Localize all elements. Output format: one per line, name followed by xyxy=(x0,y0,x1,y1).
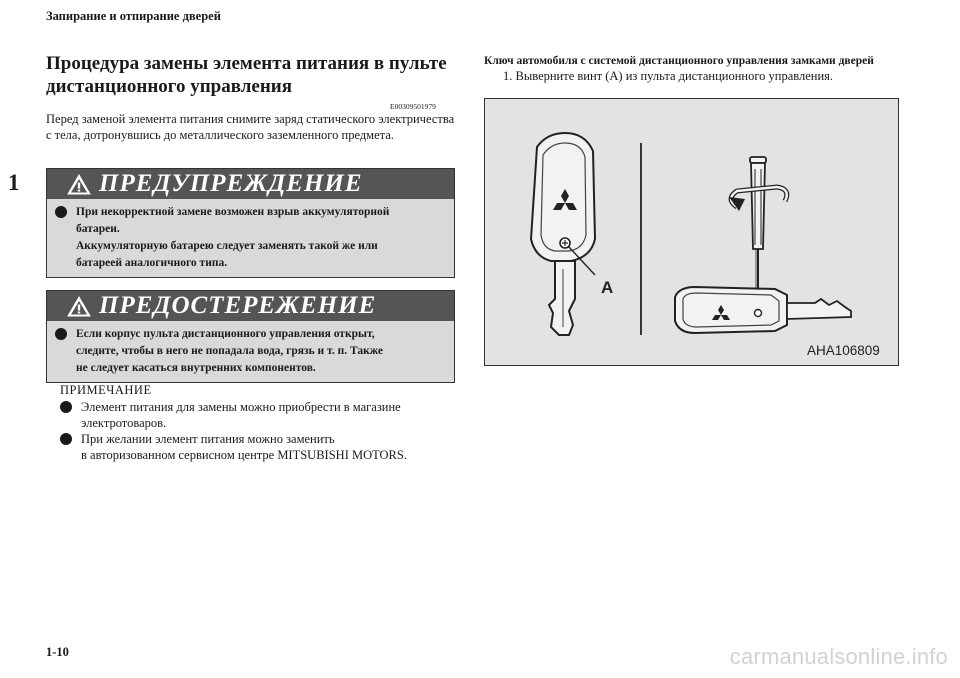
caution-line: следите, чтобы в него не попадала вода, грязь и т. п. Также xyxy=(76,345,384,357)
intro-paragraph: Перед заменой элемента питания снимите заряд статического электричества с тела, дотронувшись до металлического заземленного предмета. xyxy=(46,112,455,142)
key-fob-icon xyxy=(531,133,595,335)
warning-line: Аккумуляторную батарею следует заменять такой же или xyxy=(76,240,378,252)
watermark: carmanualsonline.info xyxy=(729,644,948,669)
caution-triangle-icon xyxy=(67,296,91,317)
bullet-icon xyxy=(60,433,72,445)
bullet-icon xyxy=(55,328,67,340)
note-title: ПРИМЕЧАНИЕ xyxy=(60,383,152,397)
chapter-marker: 1 xyxy=(8,170,20,195)
warning-line: батареей аналогичного типа. xyxy=(76,257,228,269)
warning-item xyxy=(55,204,446,272)
warning-title: ПРЕДУПРЕЖДЕНИЕ xyxy=(99,170,363,197)
note-list xyxy=(60,399,460,463)
caution-box xyxy=(46,290,455,383)
caution-body xyxy=(47,321,454,382)
key-heading: Ключ автомобиля с системой дистанционного управления замками дверей xyxy=(484,55,874,67)
warning-box xyxy=(46,168,455,278)
key-fob-side-icon xyxy=(675,287,851,333)
warning-line: батареи. xyxy=(76,223,120,235)
note-line: в авторизованном сервисном центре MITSUBISHI MOTORS. xyxy=(81,448,407,462)
note-item xyxy=(60,399,460,431)
illustration xyxy=(484,98,899,366)
bullet-icon xyxy=(60,401,72,413)
key-illustration xyxy=(485,99,897,364)
caution-line: не следует касаться внутренних компонентов. xyxy=(76,362,316,374)
warning-line: При некорректной замене возможен взрыв аккумуляторной xyxy=(76,206,390,218)
caution-header xyxy=(47,291,454,321)
note-line: Элемент питания для замены можно приобрести в магазине xyxy=(81,400,401,414)
note-line: электротоваров. xyxy=(81,416,167,430)
warning-header xyxy=(47,169,454,199)
note-line: При желании элемент питания можно заменить xyxy=(81,432,335,446)
step-1: 1. Выверните винт (A) из пульта дистанционного управления. xyxy=(503,69,834,83)
running-header: Запирание и отпирание дверей xyxy=(46,9,221,23)
caution-item xyxy=(55,326,446,377)
note-item xyxy=(60,431,460,463)
figure-code: AHA106809 xyxy=(807,343,880,358)
caution-title: ПРЕДОСТЕРЕЖЕНИЕ xyxy=(99,292,377,319)
warning-triangle-icon xyxy=(67,174,91,195)
section-title: Процедура замены элемента питания в пульте дистанционного управления xyxy=(46,53,447,97)
label-a: A xyxy=(601,278,614,297)
caution-line: Если корпус пульта дистанционного управления открыт, xyxy=(76,328,375,340)
section-code: E00309501979 xyxy=(390,102,436,111)
page-number: 1-10 xyxy=(46,645,69,659)
bullet-icon xyxy=(55,206,67,218)
warning-body xyxy=(47,199,454,277)
